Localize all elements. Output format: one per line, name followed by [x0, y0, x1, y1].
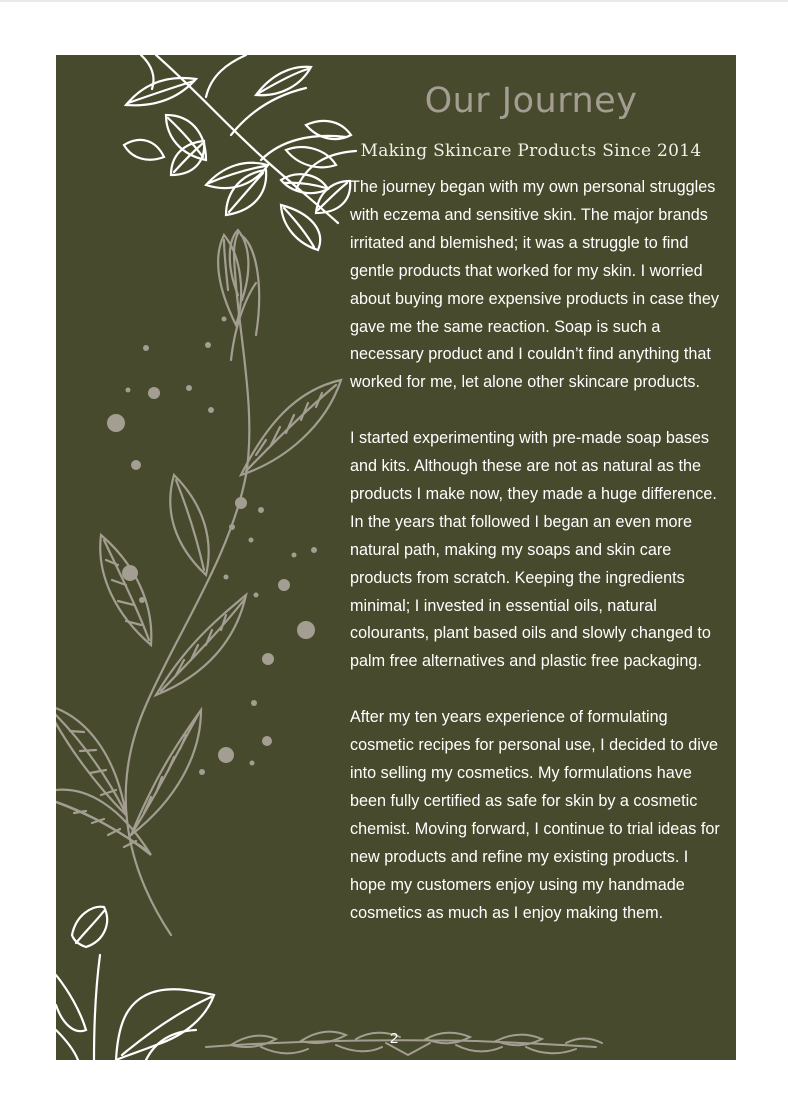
leaf-stem-icon	[56, 230, 341, 935]
page-title: Our Journey	[424, 81, 638, 121]
document-page	[56, 55, 736, 1060]
paragraph-3: After my ten years experience of formulating cosmetic recipes for personal use, I decided to dive into selling my cosmetics. My formulations have been fully certified as safe for skin by a cosmetic chemist. Moving forward, I continue to trial ideas for new products and refine my existing products. I hope my customers enjoy using my handmade cosmetics as much as I enjoy making them.	[350, 708, 720, 922]
leaf-branch-bottom-icon	[56, 907, 214, 1060]
body-text	[350, 174, 722, 955]
paragraph-2: I started experimenting with pre-made soap bases and kits. Although these are not as natural as the products I make now, they made a huge difference. In the years that followed I began an even more natural path, making my soaps and skin care products from scratch. Keeping the ingredients minimal; I invested in essential oils, natural colourants, plant based oils and slowly changed to palm free alternatives and plastic free packaging.	[350, 429, 717, 671]
dots-decoration-icon	[107, 317, 317, 776]
paragraph-1: The journey began with my own personal struggles with eczema and sensitive skin. The major brands irritated and blemished; it was a struggle to find gentle products that worked for my skin. I worried about buying more expensive products in case they gave me the same reaction. Soap is such a necessary product and I couldn’t find anything that worked for me, let alone other skincare products.	[350, 178, 719, 392]
page-number: 2	[389, 1030, 399, 1047]
page-subtitle: Making Skincare Products Since 2014	[360, 141, 702, 161]
top-border	[0, 0, 788, 2]
leaf-branch-top-icon	[124, 55, 356, 250]
